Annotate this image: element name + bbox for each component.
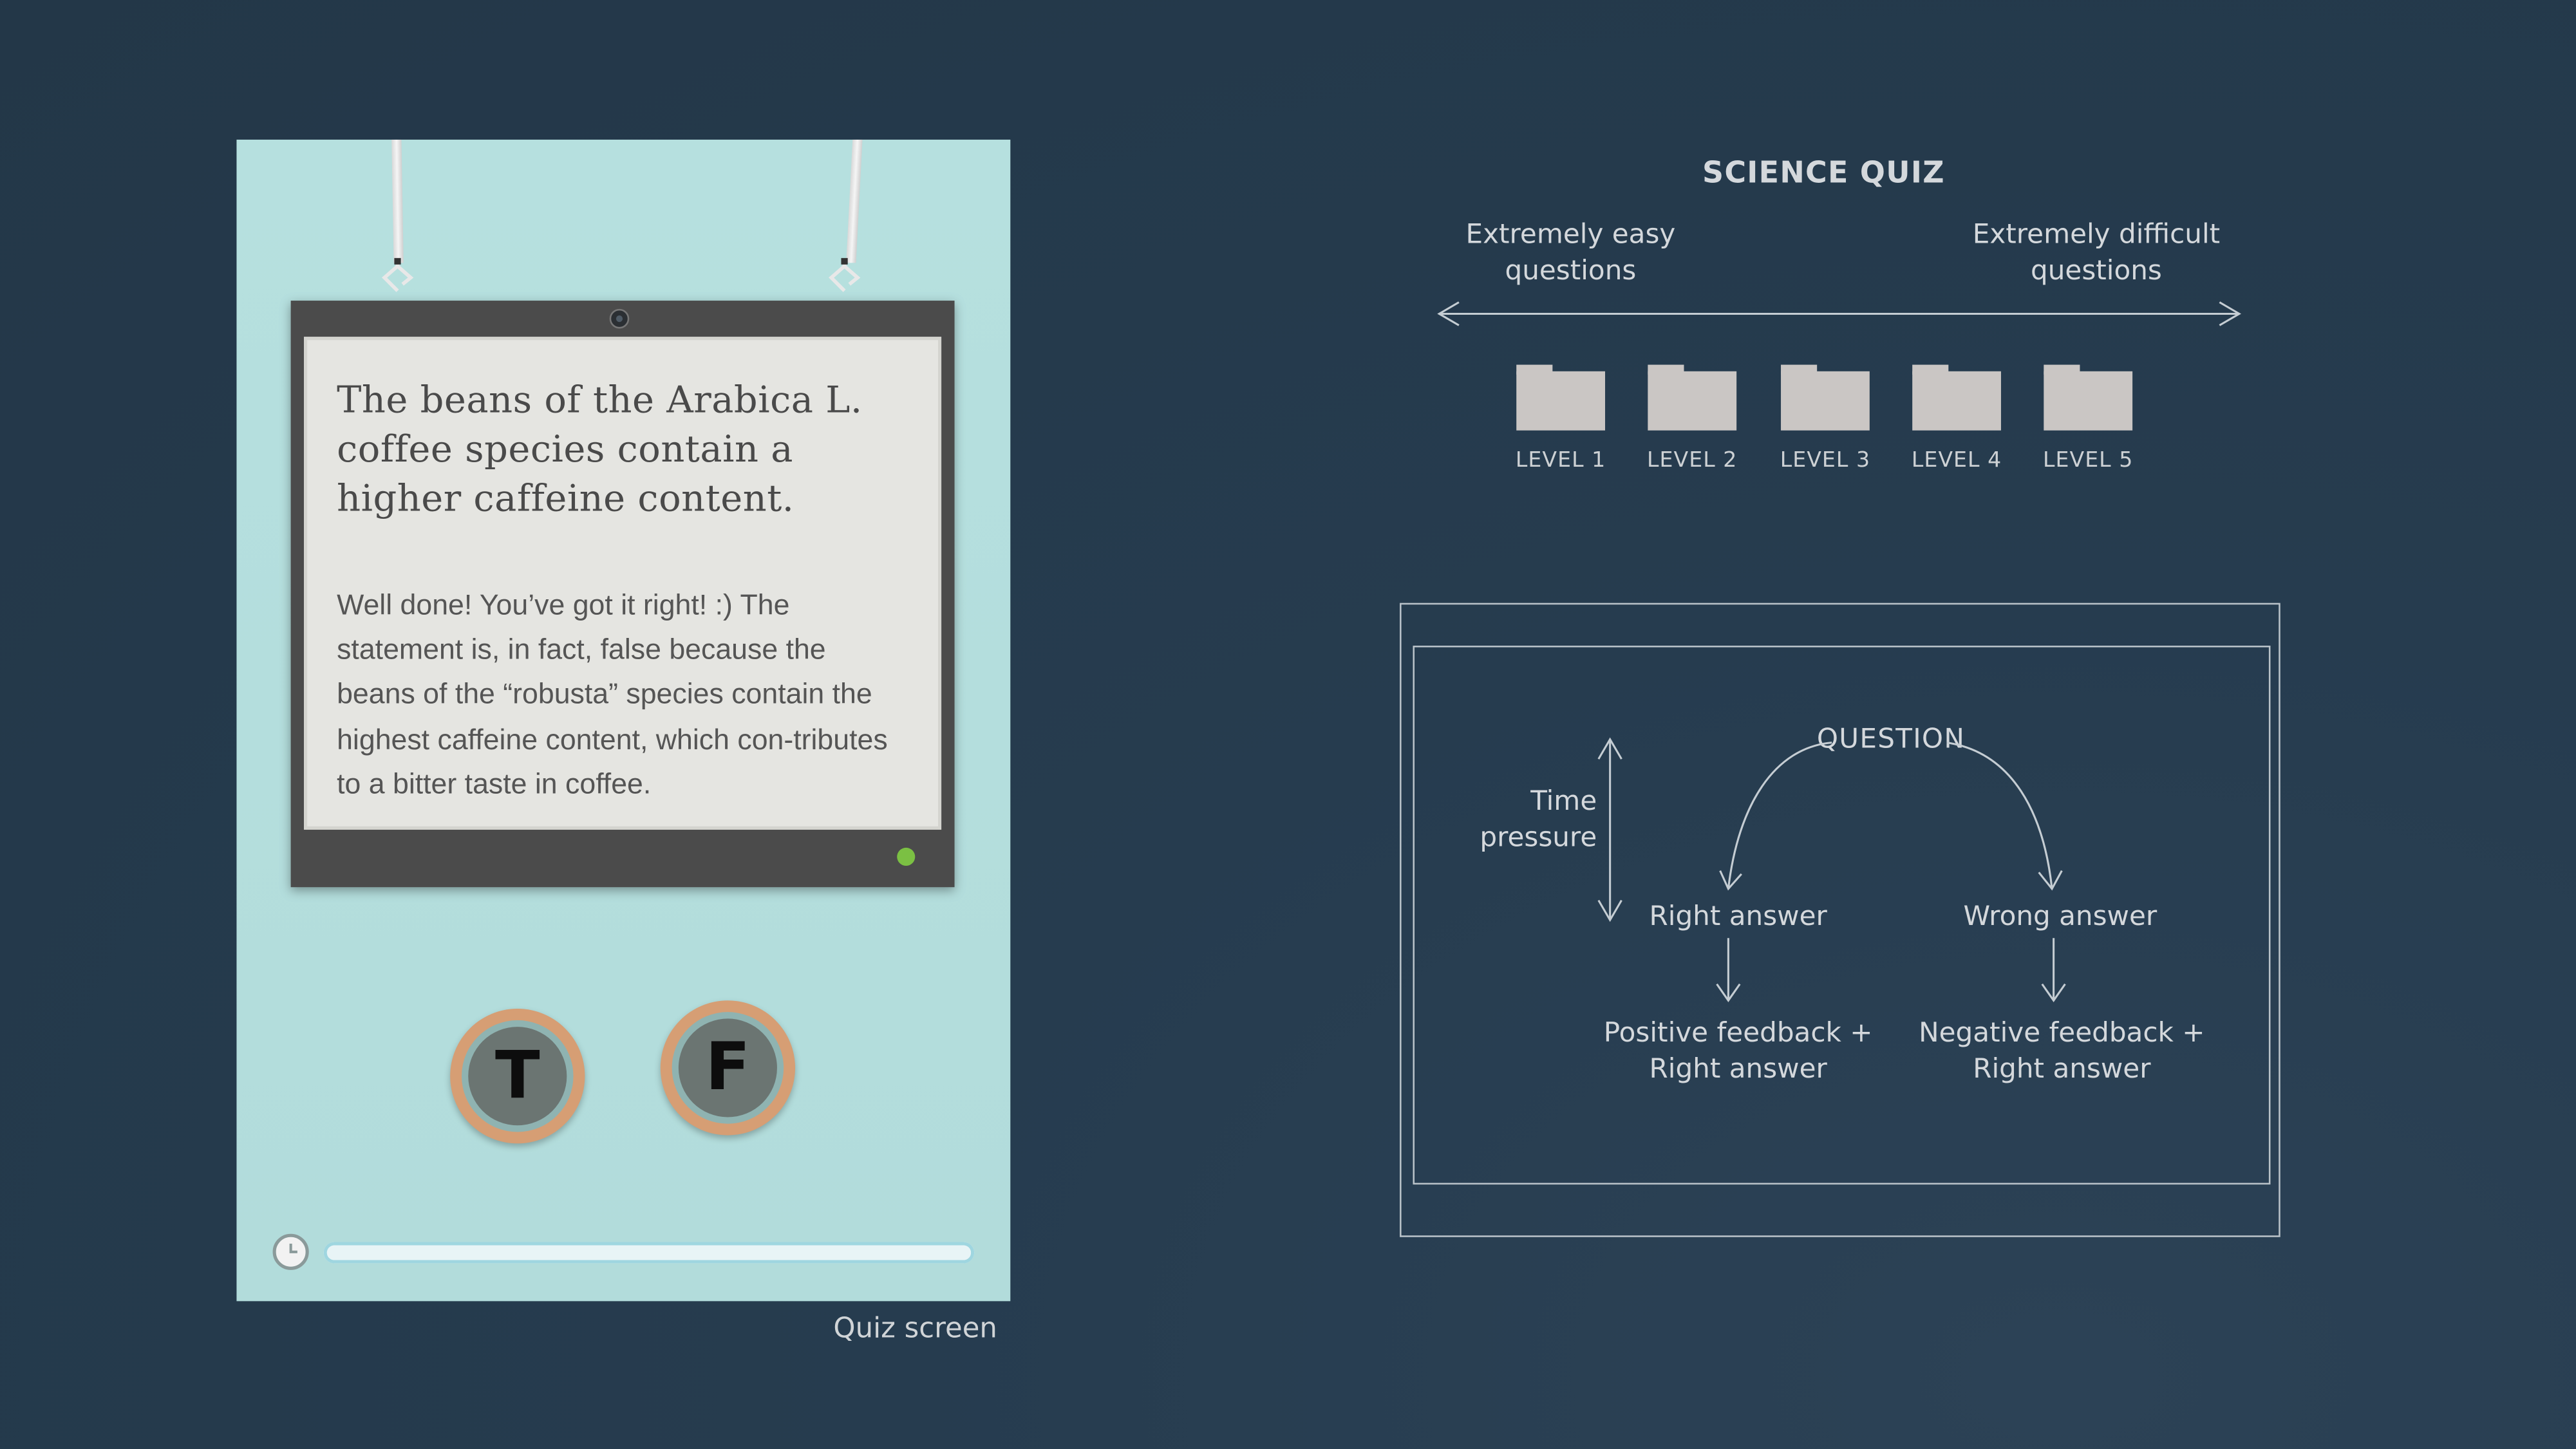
false-button[interactable] (661, 1000, 795, 1135)
folder-icon (2044, 365, 2132, 431)
wrong-answer-node: Wrong answer (1963, 900, 2158, 932)
level-1-folder[interactable] (1495, 365, 1626, 473)
level-4-label: LEVEL 4 (1911, 448, 2002, 474)
question-screen (304, 337, 941, 830)
difficult-questions-label: Extremely difficult questions (1972, 218, 2221, 286)
left-hook-icon (379, 258, 415, 294)
timer-progress-bar (324, 1242, 974, 1263)
level-3-label: LEVEL 3 (1780, 448, 1871, 474)
folder-icon (1516, 365, 1605, 431)
folder-icon (1912, 365, 2001, 431)
true-button[interactable] (450, 1009, 585, 1143)
right-answer-node: Right answer (1649, 900, 1827, 932)
camera-icon (610, 309, 630, 329)
folder-icon (1648, 365, 1736, 431)
left-strap (391, 140, 404, 263)
positive-feedback-node: Positive feedback + Right answer (1603, 1016, 1873, 1085)
level-5-label: LEVEL 5 (2042, 448, 2134, 474)
time-pressure-label: Time pressure (1480, 785, 1597, 853)
clock-icon (273, 1234, 309, 1270)
level-2-label: LEVEL 2 (1647, 448, 1738, 474)
science-quiz-title: SCIENCE QUIZ (1702, 156, 1945, 191)
level-4-folder[interactable] (1891, 365, 2022, 473)
question-monitor (291, 301, 955, 887)
level-1-label: LEVEL 1 (1515, 448, 1606, 474)
folder-icon (1781, 365, 1870, 431)
true-button-ring (462, 1020, 574, 1132)
negative-feedback-node: Negative feedback + Right answer (1919, 1016, 2205, 1085)
false-button-label: F (679, 1018, 777, 1117)
question-statement: The beans of the Arabica L. coffee species contain a higher caffeine content. (337, 379, 863, 521)
true-button-label: T (468, 1027, 567, 1125)
question-node: QUESTION (1816, 722, 1966, 754)
quiz-screen-panel (236, 140, 1010, 1301)
easy-questions-label: Extremely easy questions (1465, 218, 1676, 286)
status-led (897, 848, 915, 866)
false-button-ring (672, 1012, 784, 1124)
quiz-screen-caption: Quiz screen (833, 1313, 997, 1346)
answer-feedback: Well done! You’ve got it right! :) The statement is, in fact, false because the beans of the “robusta” species contain the highest caffeine content, which con-tributes to a bitter taste in coffee. (337, 588, 888, 800)
level-2-folder[interactable] (1626, 365, 1758, 473)
right-strap (846, 140, 862, 263)
timer-progress-fill (327, 1246, 971, 1260)
level-5-folder[interactable] (2022, 365, 2154, 473)
right-hook-icon (827, 258, 863, 294)
level-3-folder[interactable] (1760, 365, 1891, 473)
